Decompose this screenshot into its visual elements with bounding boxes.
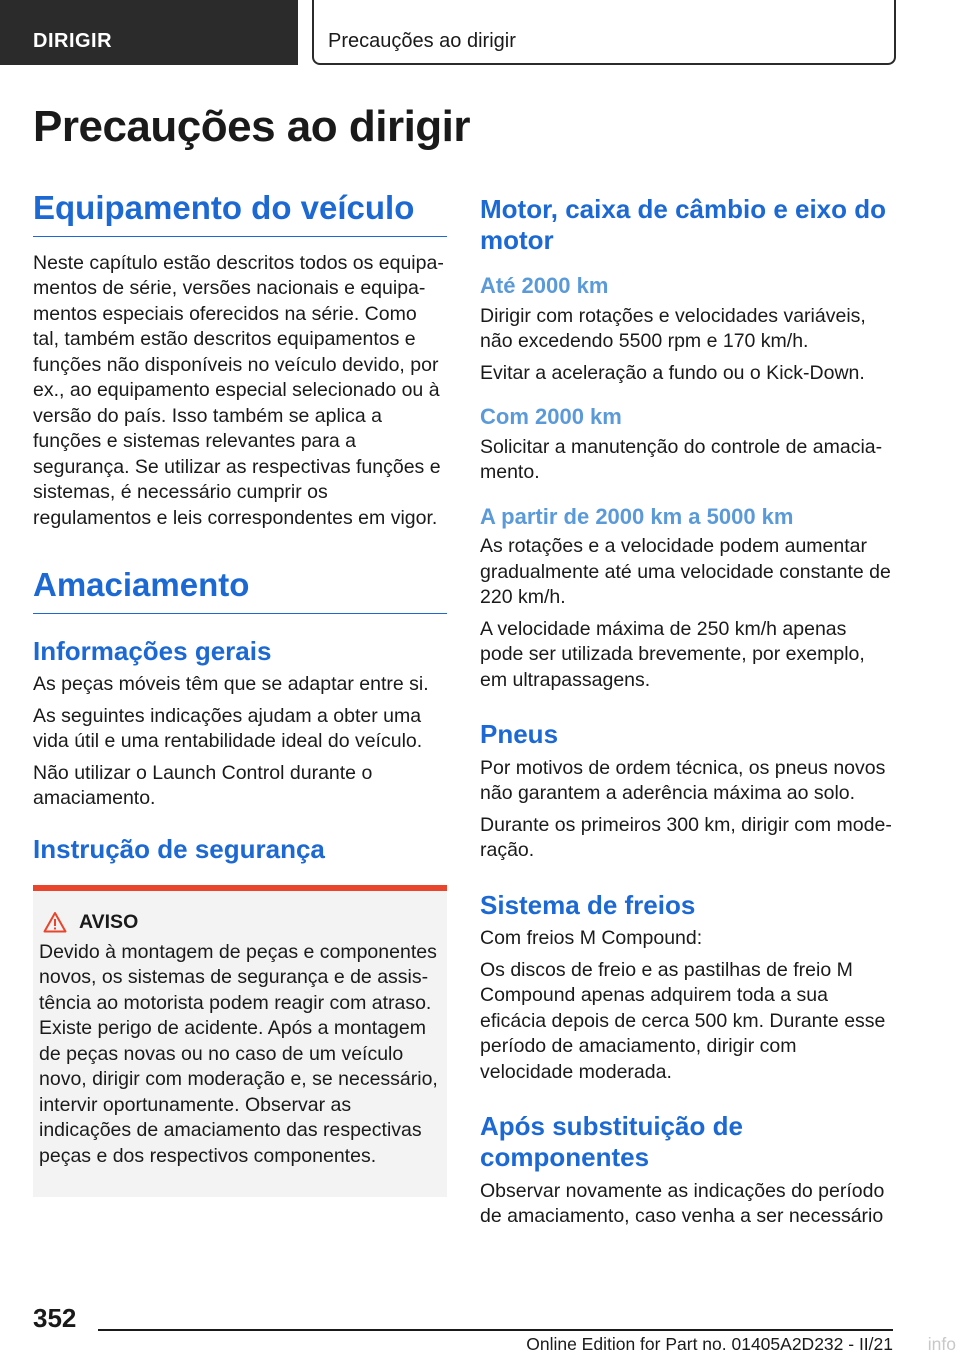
heading-at-2000km: Com 2000 km: [480, 404, 622, 430]
heading-brake-system: Sistema de freios: [480, 889, 696, 920]
heading-break-in: Amaciamento: [33, 565, 447, 614]
left-column: [33, 188, 447, 1197]
warning-header: [39, 911, 441, 934]
paragraph-general-info-1: As peças móveis têm que se adaptar entre si.: [33, 673, 429, 696]
warning-text: Devido à montagem de peças e componentes novos, os sistemas de segurança e de assistência ao motorista podem reagir com atraso. Existe perigo de acidente. Após a montagem de peças novas ou no caso de um veículo novo, dirigir com moderação e, se necessário, intervir oportunamente. Observar as indicações de amaciamento das respectivas peças e dos respectivos componentes.: [39, 940, 438, 1167]
heading-up-to-2000km: Até 2000 km: [480, 273, 609, 299]
paragraph-tyres-1: Por motivos de ordem técnica, os pneus novos não garantem a aderência máxima ao solo.: [480, 756, 886, 805]
warning-title: AVISO: [79, 910, 139, 933]
page-number: 352: [33, 1303, 77, 1333]
warning-box: [33, 885, 447, 1198]
paragraph-brakes-2: Os discos de freio e as pastilhas de freio M Compound apenas adquirem toda a sua eficácia depois de cerca 500 km. Durante esse período de amaciamento, dirigir com velocidade moderada.: [480, 958, 886, 1083]
paragraph-vehicle-equipment: Neste capítulo estão descritos todos os equipamentos de série, versões nacionais e equipamentos especiais oferecidos na série. Como tal, também estão descritos equipamentos e funções não disponíveis no veículo devido, por ex., ao equipamento especial selecionado ou à versão do país. Isso também se aplica a funções e sistemas relevantes para a segurança. Se utilizar as respectivas funções e sistemas, é necessário cumprir os regulamentos e leis correspondentes em vigor.: [33, 251, 444, 529]
heading-after-component-replacement: Após substituição de componentes: [480, 1111, 743, 1173]
paragraph-after-replacement: Observar novamente as indicações do período de amaciamento, caso venha a ser necessário: [480, 1179, 885, 1228]
breadcrumb: Precauções ao dirigir: [312, 0, 896, 65]
paragraph-tyres-2: Durante os primeiros 300 km, dirigir com moderação.: [480, 813, 892, 862]
heading-vehicle-equipment: Equipamento do veículo: [33, 188, 447, 237]
heading-safety-instruction: Instrução de segurança: [33, 833, 325, 864]
paragraph-up-to-2000km-1: Dirigir com rotações e velocidades variáveis, não excedendo 5500 rpm e 170 km/h.: [480, 304, 866, 353]
heading-tyres: Pneus: [480, 719, 559, 750]
warning-triangle-icon: [43, 911, 67, 933]
footer-divider: [98, 1329, 893, 1331]
watermark: info: [927, 1334, 956, 1354]
paragraph-brakes-1: Com freios M Compound:: [480, 927, 703, 950]
paragraph-general-info-3: Não utilizar o Launch Control durante o amaciamento.: [33, 761, 373, 810]
heading-2000-to-5000km: A partir de 2000 km a 5000 km: [480, 503, 794, 529]
paragraph-2000-to-5000km-1: As rotações e a velocidade podem aumentar gradualmente até uma velocidade constante de 220 km/h.: [480, 535, 891, 609]
paragraph-2000-to-5000km-2: A velocidade máxima de 250 km/h apenas pode ser utilizada brevemente, por exemplo, em ultrapassagens.: [480, 617, 865, 691]
paragraph-at-2000km: Solicitar a manutenção do controle de amaciamento.: [480, 435, 883, 484]
paragraph-general-info-2: As seguintes indicações ajudam a obter uma vida útil e uma rentabilidade ideal do veículo.: [33, 704, 423, 753]
heading-engine-gearbox: Motor, caixa de câmbio e eixo do motor: [480, 194, 887, 255]
page-title: Precauções ao dirigir: [33, 102, 471, 151]
page-header: [0, 0, 960, 65]
right-column: [480, 188, 892, 1236]
heading-general-info: Informações gerais: [33, 635, 272, 666]
paragraph-up-to-2000km-2: Evitar a aceleração a fundo ou o Kick-Down.: [480, 361, 865, 384]
section-tab: DIRIGIR: [0, 0, 298, 65]
edition-note: Online Edition for Part no. 01405A2D232 - II/21: [526, 1334, 893, 1354]
